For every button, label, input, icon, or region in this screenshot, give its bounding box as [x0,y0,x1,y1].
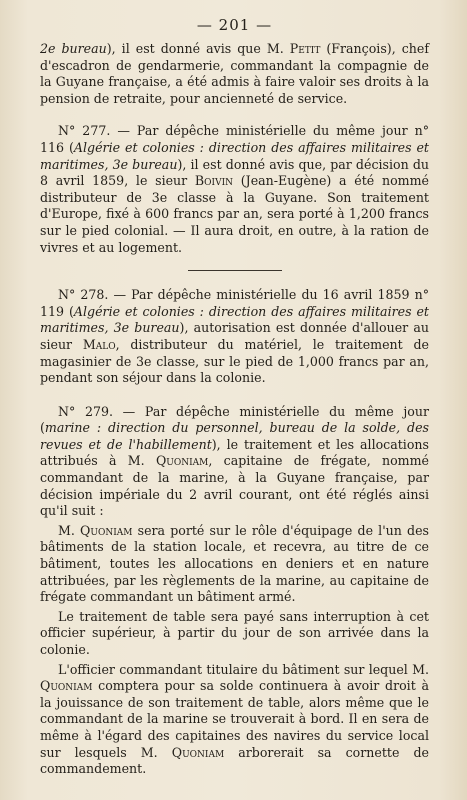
p279-lead: N° 279. — Par dépêche ministérielle du même jour ( [40,403,429,436]
person-name-quoniam-4: Quoniam [171,744,225,760]
paragraph-279-commanding-officer [40,662,429,778]
person-name-quoniam: Quoniam [155,453,209,469]
p277-text-1: ), il est donné avis que, par décision du 8 avril 1859, le sieur [40,156,430,189]
paragraph-279-table-allowance [40,609,429,659]
p278-text-2: , distributeur du matériel, le traitement de magasinier de 3e classe, sur le pied de 1,000 francs par an, pendant son séjour dans la colonie. [40,336,429,386]
p278-department: Algérie et colonies : direction des affaires militaires et maritimes, 3e bureau [40,303,429,336]
intro-text-2: (François), chef d'escadron de gendarmerie, commandant la compagnie de la Guyane française, a été admis à faire valoir ses droits à la pension de retraite, pour ancienneté de service. [40,41,429,106]
paragraph-279-quoniam-role [40,523,429,606]
p279-text-2: , capitaine de frégate, nommé commandant de la marine, à la Guyane française, par décision impériale du 2 avril courant, ont été réglés ainsi qu'il suit : [40,453,430,519]
p279-4-text-2: comptera pour sa solde continuera à avoir droit à la jouissance de son traitement de table, alors même que le commandant de la marine se trouverait à bord. Il en sera de même à l'égard des capitaines des navires du service local sur lesquels M. [40,678,429,760]
paragraph-277 [40,123,429,256]
paragraph-intro-continuation [40,41,429,107]
person-name-petit: Petit [289,41,321,56]
intro-text-1: ), il est donné avis que M. [106,41,290,56]
p279-department: marine : direction du personnel, bureau de la solde, des revues et de l'habillement [40,420,429,452]
paragraph-278 [40,287,429,387]
person-name-boivin: Boivin [194,173,234,189]
p277-text-2: (Jean-Eugène) a été nommé distributeur de 3e classe à la Guyane. Son traitement d'Europe, fixé à 600 francs par an, sera porté à 1,200 francs sur le pied colonial. — Il aura droit, en outre, à la ration de vivres et au logement. [40,173,429,255]
page-number: — 201 — [196,16,273,34]
person-name-quoniam-3: Quoniam [40,678,93,694]
p279-4-text-3: arborerait sa cornette de commandement. [40,744,429,777]
p279-2-text: sera porté sur le rôle d'équipage de l'un des bâtiments de la station locale, et recevra, au titre de ce bâtiment, toutes les allocations en deniers et en nature attribuées, par les règlements de la marine, au capitaine de frégate commandant un bâtiment armé. [40,522,429,605]
person-name-quoniam-2: M. Quoniam [58,522,133,538]
bureau-reference: 2e bureau [40,41,107,56]
p279-text-1: ), le traitement et les allocations attribués à M. [40,436,429,469]
p277-department: Algérie et colonies : direction des affaires militaires et maritimes, 3e bureau [40,139,429,172]
p279-4-text-1: L'officier commandant titulaire du bâtiment sur lequel M. [58,661,429,677]
p279-3-text: Le traitement de table sera payé sans interruption à cet officier supérieur, à partir du jour de son arrivée dans la colonie. [40,608,429,657]
p278-text-1: ), autorisation est donnée d'allouer au sieur [40,320,429,352]
p278-lead: N° 278. — Par dépêche ministérielle du 16 avril 1859 n° 119 ( [40,287,429,319]
paragraph-279 [40,404,429,520]
person-name-malo: Malo [82,336,116,352]
section-divider [188,270,282,271]
p277-lead: N° 277. — Par dépêche ministérielle du même jour n° 116 ( [40,123,429,155]
